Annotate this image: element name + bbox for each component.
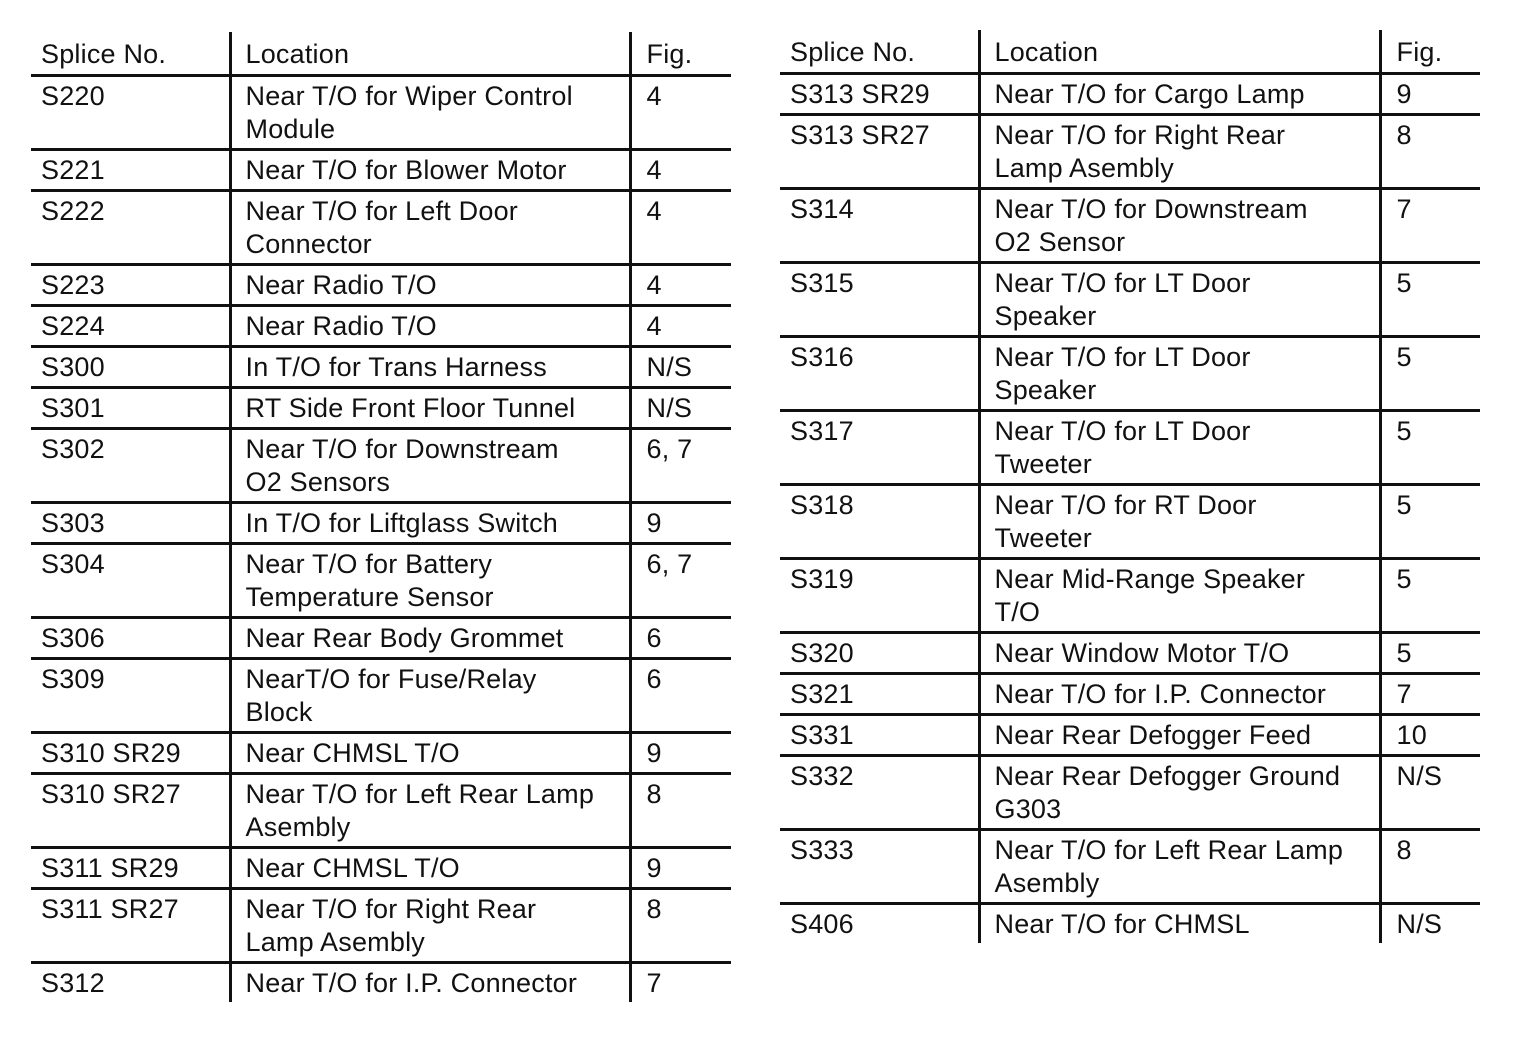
splice-no-cell: S320 <box>780 633 979 674</box>
location-line: Module <box>245 114 336 144</box>
fig-cell: N/S <box>630 347 731 388</box>
splice-no-cell: S306 <box>31 618 230 659</box>
location-line: Near CHMSL T/O <box>245 738 460 768</box>
fig-cell: 9 <box>630 848 731 889</box>
location-cell <box>230 306 630 347</box>
location-line: Connector <box>245 229 372 259</box>
fig-cell: 6, 7 <box>630 429 731 503</box>
splice-no-cell: S315 <box>780 263 979 337</box>
location-line: Near T/O for CHMSL <box>994 909 1250 939</box>
splice-no-cell: S302 <box>31 429 230 503</box>
location-cell <box>230 347 630 388</box>
fig-cell: 6 <box>630 659 731 733</box>
location-line: Near T/O for Left Rear Lamp <box>245 779 595 809</box>
fig-cell: 8 <box>1380 830 1480 904</box>
location-cell <box>979 411 1380 485</box>
fig-cell: 4 <box>630 306 731 347</box>
splice-no-cell: S300 <box>31 347 230 388</box>
table-row <box>780 633 1480 674</box>
table-row <box>31 429 731 503</box>
location-line: O2 Sensors <box>245 467 391 497</box>
fig-cell: N/S <box>630 388 731 429</box>
location-cell <box>230 388 630 429</box>
location-cell <box>230 659 630 733</box>
fig-cell: 8 <box>630 774 731 848</box>
splice-no-cell: S222 <box>31 191 230 265</box>
table-row <box>780 263 1480 337</box>
location-line: G303 <box>994 794 1062 824</box>
location-cell <box>230 963 630 1003</box>
location-line: Near T/O for Left Door <box>245 196 519 226</box>
location-line: Lamp Asembly <box>245 927 425 957</box>
table-row <box>31 388 731 429</box>
location-line: Near T/O for Blower Motor <box>245 155 567 185</box>
splice-table-left <box>31 32 731 1002</box>
splice-no-cell: S309 <box>31 659 230 733</box>
table-row <box>31 503 731 544</box>
location-line: Near T/O for Battery <box>245 549 493 579</box>
location-line: O2 Sensor <box>994 227 1126 257</box>
header-fig: Fig. <box>630 32 731 76</box>
fig-cell: 4 <box>630 76 731 150</box>
splice-no-cell: S319 <box>780 559 979 633</box>
location-cell <box>979 263 1380 337</box>
splice-no-cell: S223 <box>31 265 230 306</box>
location-cell <box>230 774 630 848</box>
table-row <box>31 618 731 659</box>
location-line: Near CHMSL T/O <box>245 853 460 883</box>
location-line: Speaker <box>994 375 1097 405</box>
splice-no-cell: S406 <box>790 909 854 939</box>
fig-cell: 9 <box>1380 74 1480 115</box>
splice-no-cell: S313 SR29 <box>780 74 979 115</box>
table-row <box>31 150 731 191</box>
location-line: Near Mid-Range Speaker <box>994 564 1306 594</box>
fig-cell: 10 <box>1380 715 1480 756</box>
location-cell <box>230 429 630 503</box>
location-cell <box>979 756 1380 830</box>
location-cell <box>230 265 630 306</box>
fig-cell: 5 <box>1380 485 1480 559</box>
table-row <box>780 189 1480 263</box>
fig-cell: 9 <box>630 733 731 774</box>
splice-no-cell: S316 <box>780 337 979 411</box>
location-line: Near Rear Defogger Feed <box>994 720 1312 750</box>
splice-no-cell: S332 <box>780 756 979 830</box>
table-row <box>780 830 1480 904</box>
location-cell <box>230 503 630 544</box>
table-row <box>31 889 731 963</box>
fig-cell: N/S <box>1380 904 1480 944</box>
location-line: Near T/O for I.P. Connector <box>994 679 1327 709</box>
location-cell <box>979 337 1380 411</box>
location-cell <box>230 191 630 265</box>
location-line: NearT/O for Fuse/Relay <box>245 664 537 694</box>
table-row <box>31 544 731 618</box>
location-line: Near T/O for Right Rear <box>994 120 1286 150</box>
splice-no-cell: S318 <box>780 485 979 559</box>
location-line: Near Window Motor T/O <box>994 638 1290 668</box>
splice-no-cell: S312 <box>41 968 105 998</box>
location-line: Near T/O for RT Door <box>994 490 1257 520</box>
splice-no-cell: S311 SR29 <box>31 848 230 889</box>
location-cell <box>979 74 1380 115</box>
location-line: Near T/O for Downstream <box>245 434 559 464</box>
location-cell <box>230 150 630 191</box>
splice-no-cell: S303 <box>31 503 230 544</box>
fig-cell: 5 <box>1380 559 1480 633</box>
location-line: Tweeter <box>994 523 1092 553</box>
location-line: Near T/O for Downstream <box>994 194 1308 224</box>
table-row <box>31 774 731 848</box>
table-body-right <box>780 74 1480 944</box>
location-line: Near Rear Body Grommet <box>245 623 564 653</box>
fig-cell: 4 <box>630 265 731 306</box>
location-line: Near Radio T/O <box>245 311 437 341</box>
fig-cell: 7 <box>1380 674 1480 715</box>
table-row <box>31 306 731 347</box>
location-cell <box>230 76 630 150</box>
location-cell <box>979 715 1380 756</box>
location-cell <box>230 848 630 889</box>
splice-no-cell: S317 <box>780 411 979 485</box>
header-location: Location <box>979 30 1380 74</box>
location-cell <box>230 733 630 774</box>
location-cell <box>979 559 1380 633</box>
fig-cell: 8 <box>630 889 731 963</box>
location-line: Near T/O for Wiper Control <box>245 81 573 111</box>
fig-cell: 5 <box>1380 633 1480 674</box>
table-row <box>31 265 731 306</box>
table-row <box>780 74 1480 115</box>
splice-no-cell: S220 <box>31 76 230 150</box>
splice-no-cell: S221 <box>31 150 230 191</box>
location-line: Near T/O for LT Door <box>994 416 1251 446</box>
location-cell <box>979 485 1380 559</box>
table-row <box>780 485 1480 559</box>
splice-no-cell: S314 <box>780 189 979 263</box>
table-row <box>31 963 731 1003</box>
fig-cell: 5 <box>1380 263 1480 337</box>
location-cell <box>979 115 1380 189</box>
fig-cell: 6 <box>630 618 731 659</box>
location-cell <box>230 618 630 659</box>
table-row <box>780 756 1480 830</box>
fig-cell: N/S <box>1380 756 1480 830</box>
table-row <box>780 411 1480 485</box>
splice-no-cell: S321 <box>780 674 979 715</box>
table-row <box>31 347 731 388</box>
table-row <box>780 674 1480 715</box>
location-line: Lamp Asembly <box>994 153 1174 183</box>
location-line: Near T/O for Cargo Lamp <box>994 79 1305 109</box>
fig-cell: 5 <box>1380 337 1480 411</box>
splice-no-cell: S304 <box>31 544 230 618</box>
fig-cell: 7 <box>630 963 731 1003</box>
splice-table-right <box>780 30 1480 943</box>
table-row <box>31 733 731 774</box>
splice-no-cell: S224 <box>31 306 230 347</box>
splice-no-cell: S333 <box>780 830 979 904</box>
location-cell <box>230 889 630 963</box>
splice-no-cell: S313 SR27 <box>780 115 979 189</box>
table-row <box>780 559 1480 633</box>
header-fig: Fig. <box>1380 30 1480 74</box>
location-line: Near T/O for I.P. Connector <box>245 968 578 998</box>
table-row <box>780 115 1480 189</box>
table-body-left <box>31 76 731 1003</box>
header-row <box>31 32 731 76</box>
location-cell <box>979 189 1380 263</box>
location-line: Speaker <box>994 301 1097 331</box>
location-line: Asembly <box>994 868 1100 898</box>
location-line: In T/O for Trans Harness <box>245 352 547 382</box>
fig-cell: 4 <box>630 150 731 191</box>
fig-cell: 4 <box>630 191 731 265</box>
fig-cell: 8 <box>1380 115 1480 189</box>
table-row <box>31 848 731 889</box>
table-row <box>780 715 1480 756</box>
splice-no-cell: S310 SR27 <box>31 774 230 848</box>
location-cell <box>230 544 630 618</box>
location-cell <box>979 633 1380 674</box>
fig-cell: 5 <box>1380 411 1480 485</box>
header-location: Location <box>230 32 630 76</box>
table-row <box>780 904 1480 944</box>
fig-cell: 9 <box>630 503 731 544</box>
location-line: Temperature Sensor <box>245 582 494 612</box>
location-cell <box>979 904 1380 944</box>
location-line: Near T/O for LT Door <box>994 268 1251 298</box>
location-line: Asembly <box>245 812 351 842</box>
location-cell <box>979 830 1380 904</box>
splice-no-cell: S331 <box>780 715 979 756</box>
table-row <box>780 337 1480 411</box>
splice-no-cell: S310 SR29 <box>31 733 230 774</box>
fig-cell: 6, 7 <box>630 544 731 618</box>
header-row <box>780 30 1480 74</box>
table-row <box>31 76 731 150</box>
location-line: T/O <box>994 597 1041 627</box>
location-line: Block <box>245 697 313 727</box>
location-line: Near T/O for LT Door <box>994 342 1251 372</box>
splice-no-cell: S301 <box>31 388 230 429</box>
splice-no-cell: S311 SR27 <box>31 889 230 963</box>
table-row <box>31 191 731 265</box>
header-splice-no: Splice No. <box>780 30 979 74</box>
location-line: Near T/O for Right Rear <box>245 894 537 924</box>
location-line: RT Side Front Floor Tunnel <box>245 393 576 423</box>
location-line: In T/O for Liftglass Switch <box>245 508 559 538</box>
location-line: Tweeter <box>994 449 1092 479</box>
location-line: Near T/O for Left Rear Lamp <box>994 835 1344 865</box>
location-cell <box>979 674 1380 715</box>
location-line: Near Radio T/O <box>245 270 437 300</box>
table-row <box>31 659 731 733</box>
header-splice-no: Splice No. <box>31 32 230 76</box>
fig-cell: 7 <box>1380 189 1480 263</box>
location-line: Near Rear Defogger Ground <box>994 761 1341 791</box>
